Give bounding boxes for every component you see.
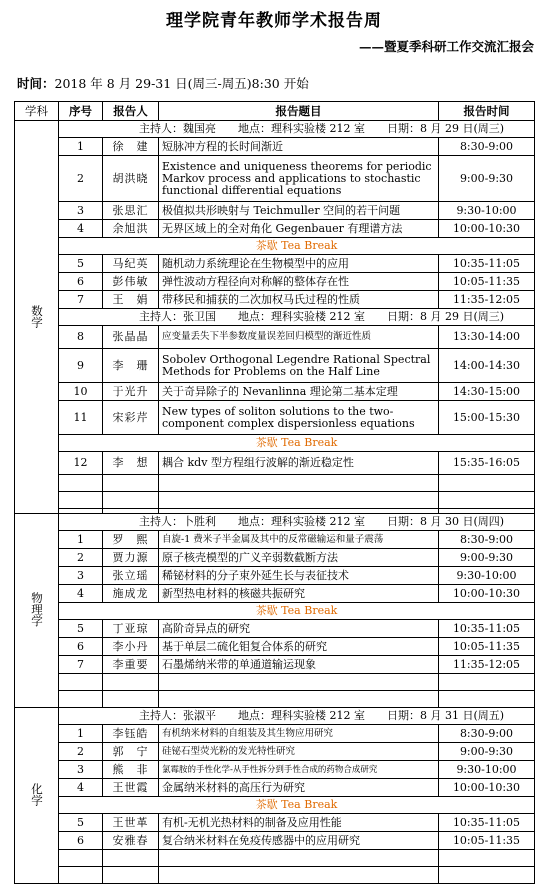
row-topic: Existence and uniqueness theorems for periodic Markov process and applications to stochastic functional differential equations <box>159 156 439 202</box>
row-number: 3 <box>59 761 103 779</box>
page-subtitle: ——暨夏季科研工作交流汇报会 <box>358 39 534 54</box>
row-time: 9:00-9:30 <box>439 156 535 202</box>
row-speaker: 王世霞 <box>103 779 159 797</box>
row-speaker: 丁亚琼 <box>103 620 159 638</box>
col-topic: 报告题目 <box>159 102 439 121</box>
row-time: 15:00-15:30 <box>439 401 535 435</box>
blank-cell <box>159 850 439 867</box>
row-number: 12 <box>59 452 103 475</box>
table-row <box>15 567 535 585</box>
time-label: 时间： <box>17 76 55 91</box>
col-subject: 学科 <box>15 102 59 121</box>
table-row <box>15 585 535 603</box>
host-info: 主持人：张卫国 地点：理科实验楼 212 室 日期：8 月 29 日(周三) <box>59 309 535 326</box>
table-row <box>15 383 535 401</box>
subject-math <box>15 121 59 514</box>
host-row <box>15 121 535 138</box>
table-row <box>15 220 535 238</box>
row-time: 10:05-11:35 <box>439 638 535 656</box>
row-topic: 有机纳米材料的自组装及其生物应用研究 <box>159 725 439 743</box>
table-row <box>15 138 535 156</box>
row-topic: 高阶奇异点的研究 <box>159 620 439 638</box>
row-number: 6 <box>59 638 103 656</box>
row-speaker: 郭 宁 <box>103 743 159 761</box>
row-topic: 稀铋材料的分子束外延生长与表征技术 <box>159 567 439 585</box>
row-speaker: 张立瑶 <box>103 567 159 585</box>
row-time: 10:35-11:05 <box>439 255 535 273</box>
row-speaker: 熊 非 <box>103 761 159 779</box>
row-speaker: 王世革 <box>103 814 159 832</box>
blank-cell <box>103 850 159 867</box>
table-row <box>15 832 535 850</box>
row-number: 5 <box>59 255 103 273</box>
row-topic: 原子核壳模型的广义辛弱数截断方法 <box>159 549 439 567</box>
tea-break-row <box>15 238 535 255</box>
row-time: 8:30-9:00 <box>439 138 535 156</box>
row-speaker: 李 想 <box>103 452 159 475</box>
row-time: 10:05-11:35 <box>439 273 535 291</box>
row-number: 7 <box>59 656 103 674</box>
col-number: 序号 <box>59 102 103 121</box>
row-topic: 新型热电材料的核磁共振研究 <box>159 585 439 603</box>
table-row <box>15 255 535 273</box>
row-topic: 关于奇异除子的 Nevanlinna 理论第二基本定理 <box>159 383 439 401</box>
row-time: 9:30-10:00 <box>439 761 535 779</box>
tea-break: 茶歇 Tea Break <box>59 238 535 255</box>
table-row <box>15 452 535 475</box>
event-time <box>17 74 309 92</box>
table-row <box>15 291 535 309</box>
row-time: 10:35-11:05 <box>439 620 535 638</box>
table-row <box>15 656 535 674</box>
blank-cell <box>439 475 535 492</box>
row-topic: 无界区域上的全对角化 Gegenbauer 有理谱方法 <box>159 220 439 238</box>
row-time: 11:35-12:05 <box>439 656 535 674</box>
table-row <box>15 620 535 638</box>
table-row <box>15 814 535 832</box>
row-speaker: 施成龙 <box>103 585 159 603</box>
row-time: 10:05-11:35 <box>439 832 535 850</box>
row-time: 14:00-14:30 <box>439 349 535 383</box>
row-number: 2 <box>59 549 103 567</box>
subject-label: 化学 <box>30 783 44 806</box>
row-speaker: 于光升 <box>103 383 159 401</box>
row-number: 9 <box>59 349 103 383</box>
tea-break: 茶歇 Tea Break <box>59 797 535 814</box>
blank-cell <box>59 475 103 492</box>
table-row <box>15 531 535 549</box>
row-time: 10:00-10:30 <box>439 220 535 238</box>
row-speaker: 胡洪晓 <box>103 156 159 202</box>
row-time: 8:30-9:00 <box>439 725 535 743</box>
subject-physics <box>15 514 59 708</box>
row-topic: 金属纳米材料的高压行为研究 <box>159 779 439 797</box>
row-topic: 弹性波动方程径向对称解的整体存在性 <box>159 273 439 291</box>
row-time: 13:30-14:00 <box>439 326 535 349</box>
row-topic: 带移民和捕获的二次加权马氏过程的性质 <box>159 291 439 309</box>
subject-label: 数学 <box>30 304 44 328</box>
tea-break-row <box>15 603 535 620</box>
row-topic: 自旋-1 费米子半金属及其中的反常磁输运和量子震荡 <box>159 531 439 549</box>
row-time: 9:00-9:30 <box>439 549 535 567</box>
subject-chemistry <box>15 708 59 884</box>
host-info: 主持人：魏国亮 地点：理科实验楼 212 室 日期：8 月 29 日(周三) <box>59 121 535 138</box>
row-speaker: 彭伟敏 <box>103 273 159 291</box>
row-number: 1 <box>59 531 103 549</box>
col-speaker: 报告人 <box>103 102 159 121</box>
row-number: 8 <box>59 326 103 349</box>
row-number: 5 <box>59 814 103 832</box>
table-row <box>15 779 535 797</box>
row-topic: New types of soliton solutions to the two-component complex dispersionless equations <box>159 401 439 435</box>
row-number: 2 <box>59 156 103 202</box>
blank-cell <box>159 492 439 509</box>
blank-cell <box>103 475 159 492</box>
table-row <box>15 401 535 435</box>
blank-row <box>15 475 535 492</box>
host-row <box>15 708 535 725</box>
row-speaker: 李 珊 <box>103 349 159 383</box>
row-number: 10 <box>59 383 103 401</box>
table-row <box>15 761 535 779</box>
row-time: 11:35-12:05 <box>439 291 535 309</box>
row-speaker: 李钰皓 <box>103 725 159 743</box>
time-value: 2018 年 8 月 29-31 日(周三-周五)8:30 开始 <box>54 76 309 91</box>
row-number: 5 <box>59 620 103 638</box>
row-number: 6 <box>59 832 103 850</box>
row-speaker: 罗 熙 <box>103 531 159 549</box>
blank-cell <box>59 850 103 867</box>
host-info: 主持人：卜胜利 地点：理科实验楼 212 室 日期：8 月 30 日(周四) <box>59 514 535 531</box>
table-row <box>15 326 535 349</box>
host-row <box>15 309 535 326</box>
row-topic: 耦合 kdv 型方程组行波解的渐近稳定性 <box>159 452 439 475</box>
row-speaker: 安雅春 <box>103 832 159 850</box>
blank-cell <box>439 674 535 691</box>
row-speaker: 徐 建 <box>103 138 159 156</box>
row-number: 4 <box>59 220 103 238</box>
blank-cell <box>59 674 103 691</box>
tea-break-row <box>15 435 535 452</box>
row-speaker: 李重要 <box>103 656 159 674</box>
row-topic: Sobolev Orthogonal Legendre Rational Spectral Methods for Problems on the Half Line <box>159 349 439 383</box>
row-speaker: 张思汇 <box>103 202 159 220</box>
blank-cell <box>159 475 439 492</box>
table-row <box>15 349 535 383</box>
row-speaker: 宋彩芹 <box>103 401 159 435</box>
schedule-table <box>14 101 535 884</box>
blank-cell <box>159 674 439 691</box>
table-row <box>15 638 535 656</box>
row-topic: 氯霉胺的手性化学-从手性拆分到手性合成的药物合成研究 <box>159 761 439 779</box>
row-topic: 复合纳米材料在免疫传感器中的应用研究 <box>159 832 439 850</box>
table-row <box>15 549 535 567</box>
row-topic: 极值拟共形映射与 Teichmuller 空间的若干问题 <box>159 202 439 220</box>
row-number: 1 <box>59 138 103 156</box>
row-topic: 应变量丢失下半参数度量误差回归模型的渐近性质 <box>159 326 439 349</box>
blank-row <box>15 850 535 867</box>
row-time: 9:30-10:00 <box>439 567 535 585</box>
page-title: 理学院青年教师学术报告周 <box>166 11 382 31</box>
row-time: 10:00-10:30 <box>439 585 535 603</box>
blank-cell <box>103 691 159 708</box>
row-topic: 基于单层二硫化钼复合体系的研究 <box>159 638 439 656</box>
tea-break: 茶歇 Tea Break <box>59 435 535 452</box>
blank-row <box>15 691 535 708</box>
row-number: 4 <box>59 585 103 603</box>
row-number: 4 <box>59 779 103 797</box>
host-info: 主持人：张淑平 地点：理科实验楼 212 室 日期：8 月 31 日(周五) <box>59 708 535 725</box>
row-number: 7 <box>59 291 103 309</box>
blank-cell <box>103 492 159 509</box>
row-topic: 石墨烯纳米带的单通道输运现象 <box>159 656 439 674</box>
row-speaker: 李小丹 <box>103 638 159 656</box>
table-row <box>15 743 535 761</box>
row-topic: 有机-无机光热材料的制备及应用性能 <box>159 814 439 832</box>
tea-break-row <box>15 797 535 814</box>
row-topic: 短脉冲方程的长时间渐近 <box>159 138 439 156</box>
blank-cell <box>439 850 535 867</box>
blank-row <box>15 674 535 691</box>
row-time: 14:30-15:00 <box>439 383 535 401</box>
blank-cell <box>439 691 535 708</box>
table-header <box>15 102 535 121</box>
row-speaker: 余旭洪 <box>103 220 159 238</box>
blank-cell <box>159 691 439 708</box>
row-topic: 随机动力系统理论在生物模型中的应用 <box>159 255 439 273</box>
table-row <box>15 156 535 202</box>
blank-cell <box>59 691 103 708</box>
row-time: 8:30-9:00 <box>439 531 535 549</box>
row-speaker: 张晶晶 <box>103 326 159 349</box>
row-number: 3 <box>59 567 103 585</box>
row-time: 9:30-10:00 <box>439 202 535 220</box>
row-number: 6 <box>59 273 103 291</box>
row-number: 11 <box>59 401 103 435</box>
blank-row <box>15 492 535 509</box>
row-number: 2 <box>59 743 103 761</box>
row-speaker: 马纪英 <box>103 255 159 273</box>
tea-break: 茶歇 Tea Break <box>59 603 535 620</box>
row-topic: 硅铋石型荧光粉的发光特性研究 <box>159 743 439 761</box>
row-time: 10:00-10:30 <box>439 779 535 797</box>
table-row <box>15 725 535 743</box>
table-row <box>15 273 535 291</box>
row-speaker: 贾力源 <box>103 549 159 567</box>
blank-cell <box>103 674 159 691</box>
row-time: 15:35-16:05 <box>439 452 535 475</box>
blank-cell <box>59 492 103 509</box>
row-number: 3 <box>59 202 103 220</box>
col-time: 报告时间 <box>439 102 535 121</box>
host-row <box>15 514 535 531</box>
subject-label: 物理学 <box>30 592 44 627</box>
row-number: 1 <box>59 725 103 743</box>
blank-cell <box>439 492 535 509</box>
row-time: 9:00-9:30 <box>439 743 535 761</box>
table-row <box>15 202 535 220</box>
row-speaker: 王 娟 <box>103 291 159 309</box>
row-time: 10:35-11:05 <box>439 814 535 832</box>
